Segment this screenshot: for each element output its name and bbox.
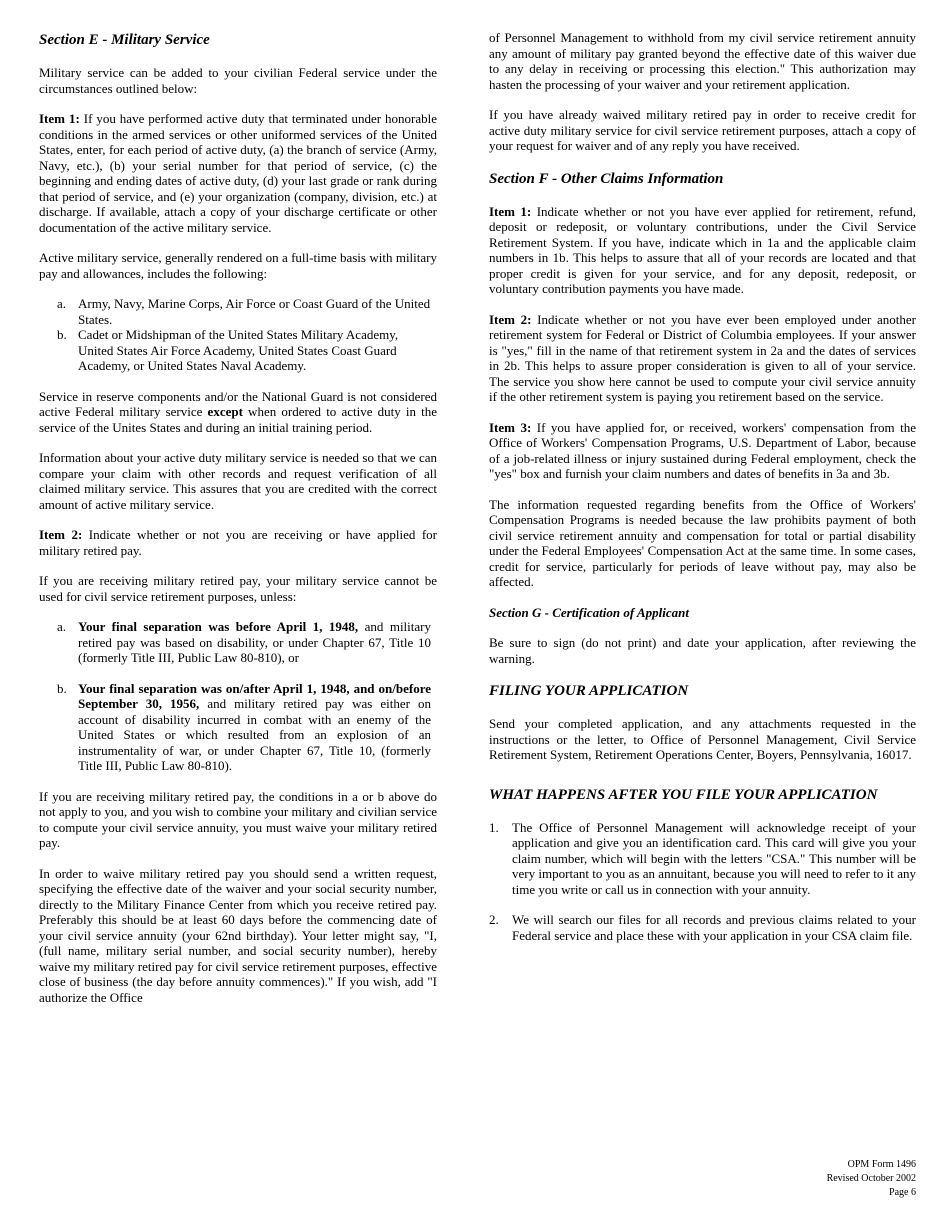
list-item-bold: Your final separation was on/after April 1, 1948, and on/before September 30, 1956, — [78, 680, 431, 711]
list-item-text: The Office of Personnel Management will acknowledge receipt of your application and give you an identification card. This card will give you your claim number, which will begin with the letters "CSA." This number will be very important to you as an annuitant, because you will need to refer to it any time you write or call us in connection with your annuity. — [512, 819, 916, 897]
list-item-text: and military retired pay was either on account of disability incurred in combat with an enemy of the United States or which resulted from an explosion of an instrumentality of war, or under Chapter 67, Title 10, (formerly Title III, Public Law 80-810). — [78, 696, 431, 773]
page-number: Page 6 — [889, 1187, 916, 1198]
active-service-list — [39, 296, 437, 374]
reserve-paragraph — [39, 389, 437, 436]
revision-date: Revised October 2002 — [826, 1173, 916, 1184]
f-item3-text: If you have applied for, or received, workers' compensation from the Office of Workers' Compensation Programs, U.S. Department of Labor, because of a job-related illness or injury sustained during Federal employment, check the "yes" box and furnish your claim numbers and dates of benefits in 3a and 3b. — [489, 419, 916, 481]
item1-paragraph — [39, 111, 437, 235]
section-f-title: Section F - Other Claims Information — [489, 170, 724, 187]
section-e-title: Section E - Military Service — [39, 32, 210, 48]
list-marker: 2. — [489, 912, 499, 927]
f-item1-text: Indicate whether or not you have ever applied for retirement, refund, deposit or redeposit, or voluntary contributions, under the Civil Service Retirement System. If you have, indicate which in 1a and the applicable claim numbers in 1b. This helps to assure that all of your records are located and that proper credit is given for your service, and for any deposit, redeposit, or voluntary contribution payments you have made. — [489, 203, 916, 296]
list-marker: a. — [57, 619, 67, 634]
item2-label: Item 2: — [39, 527, 83, 542]
item1-label: Item 1: — [39, 111, 80, 126]
f-item2-paragraph — [489, 312, 916, 405]
list-item-text: and military retired pay was based on disability, or under Chapter 67, Title 10 (formerly Title III, Public Law 80-810), or — [78, 619, 431, 665]
section-g-title: Section G - Certification of Applicant — [489, 604, 689, 620]
active-service-intro: Active military service, generally rendered on a full-time basis with military pay and allowances, includes the following: — [39, 250, 437, 281]
page-footer — [827, 1158, 916, 1200]
f-item1-label: Item 1: — [489, 203, 532, 219]
reserve-except: except — [207, 404, 243, 419]
item2-text: Indicate whether or not you are receiving or have applied for military retired pay. — [39, 527, 437, 558]
list-marker: b. — [57, 327, 67, 342]
item1-text: If you have performed active duty that terminated under honorable conditions in the armed services or other uniformed services of the United States, enter, for each period of active duty, (a) the branch of service (Army, Navy, etc.), (b) your serial number for that period of service, (c) the beginning and ending dates of active duty, (d) your last grade or rank during that period of service, and (e) your organization (company, division, etc.) at discharge. If available, attach a copy of your discharge certificate or other documentation of the active military service. — [39, 111, 437, 235]
filing-paragraph: Send your completed application, and any attachments requested in the instructions or the letter, to Office of Personnel Management, Civil Service Retirement System, Retirement Operations Center, Boyers, Pennsylvania, 16017. — [489, 716, 916, 762]
list-item — [489, 820, 916, 898]
list-marker: b. — [57, 680, 67, 696]
sign-paragraph: Be sure to sign (do not print) and date your application, after reviewing the warning. — [489, 635, 916, 666]
already-waived-paragraph: If you have already waived military retired pay in order to receive credit for active duty military service for civil service retirement purposes, attach a copy of your request for waiver and of any reply you have received. — [489, 107, 916, 153]
f-item2-label: Item 2: — [489, 311, 532, 327]
reserve-text-post: when ordered to active duty in the service of the Unites States and during an initial training period. — [39, 404, 438, 435]
section-e-intro: Military service can be added to your civilian Federal service under the circumstances outlined below: — [39, 65, 437, 96]
list-item — [39, 619, 437, 666]
continued-paragraph: of Personnel Management to withhold from my civil service retirement annuity any amount of military pay granted beyond the effective date of this waiver due to any delay in receiving or processing this election." This authorization may hasten the processing of your waiver and your retirement application. — [489, 30, 916, 92]
list-marker: 1. — [489, 819, 499, 835]
list-item — [39, 327, 437, 374]
order-to-waive-paragraph: In order to waive military retired pay you should send a written request, specifying the effective date of the waiver and your social security number, directly to the Military Finance Center from which you receive retired pay. Preferably this should be at least 60 days before the commencing date of your civil service annuity (your 62nd birthday). Your letter might say, "I, (full name, military serial number, and social security number), hereby waive my military retired pay for civil service retirement purposes, effective close of business (the day before annuity commences)." If you wish, add "I authorize the Office — [39, 865, 437, 1005]
list-marker: a. — [57, 296, 67, 311]
filing-title: FILING YOUR APPLICATION — [489, 683, 689, 699]
list-item-text: We will search our files for all records and previous claims related to your Federal service and place these with your application in your CSA claim file. — [512, 912, 916, 943]
item2-paragraph — [39, 527, 437, 558]
after-filing-title: WHAT HAPPENS AFTER YOU FILE YOUR APPLICATION — [489, 786, 878, 803]
information-paragraph: Information about your active duty military service is needed so that we can compare your claim with other records and request verification of all claimed military service. This assures that you are credited with the correct amount of active military service. — [39, 450, 437, 512]
f-item2-text: Indicate whether or not you have ever been employed under another retirement system for Federal or District of Columbia employees. If your answer is "yes," fill in the name of that retirement system in 2a and the dates of services in 2b. This helps to assure proper consideration is given to all of your service. The service you show here cannot be used to compute your civil service annuity if the other retirement system is paying you retirement based on the service. — [489, 311, 916, 404]
after-filing-list — [489, 820, 916, 944]
f-item1-paragraph — [489, 204, 916, 297]
form-number: OPM Form 1496 — [847, 1159, 916, 1170]
list-item-text: Army, Navy, Marine Corps, Air Force or Coast Guard of the United States. — [78, 296, 431, 327]
list-item-bold: Your final separation was before April 1, 1948, — [78, 619, 359, 634]
left-column — [39, 30, 437, 1020]
list-item — [39, 681, 437, 774]
list-item-text: Cadet or Midshipman of the United States Military Academy, United States Air Force Academy, United States Coast Guard Academy, or United States Naval Academy. — [78, 327, 399, 373]
list-item — [39, 296, 437, 327]
waive-paragraph: If you are receiving military retired pay, the conditions in a or b above do not apply to you, and you wish to combine your military and civilian service to compute your civil service annuity, you must waive your military retired pay. — [39, 788, 437, 850]
right-column — [489, 30, 916, 958]
list-item — [489, 912, 916, 943]
unless-list — [39, 619, 437, 774]
retired-unless-paragraph: If you are receiving military retired pay, your military service cannot be used for civil service retirement purposes, unless: — [39, 573, 437, 604]
f-item3-paragraph — [489, 420, 916, 482]
reserve-text-pre: Service in reserve components and/or the National Guard is not considered active Federal military service — [39, 388, 437, 419]
owcp-paragraph: The information requested regarding benefits from the Office of Workers' Compensation Programs is needed because the law prohibits payment of both civil service retirement annuity and compensation for total or partial disability under the Federal Employees' Compensation Act at the same time. In some cases, credit for service, particularly for periods of leave without pay, may also be affected. — [489, 496, 916, 589]
f-item3-label: Item 3: — [489, 419, 532, 435]
